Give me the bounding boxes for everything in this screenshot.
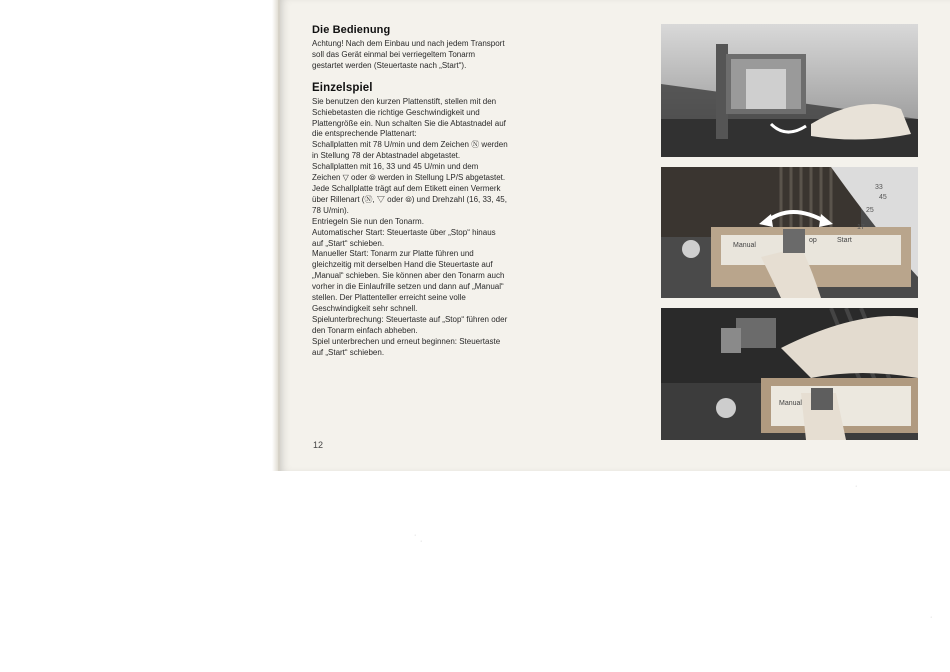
- paragraph-intro: Sie benutzen den kurzen Plattenstift, stellen mit den Schiebetasten die richtige Geschwindigkeit und Plattengröße ein. Nun schalten Sie die Abtastnadel auf die entsprechende Plattenart:: [312, 96, 506, 139]
- paragraph-etikett: Jede Schallplatte trägt auf dem Etikett einen Vermerk über Rillenart (Ⓝ, ▽ oder ⦾) und Drehzahl (16, 33, 45, 78 U/min).: [312, 183, 507, 215]
- label-stop: op: [809, 237, 817, 244]
- photo-tonearm-lock-image: [661, 24, 918, 157]
- paragraph-78rpm: Schallplatten mit 78 U/min und dem Zeichen Ⓝ werden in Stellung 78 der Abtastnadel abgetastet.: [312, 140, 508, 161]
- section-heading-einzelspiel: Einzelspiel: [312, 81, 373, 94]
- photo-control-slider: [661, 167, 918, 298]
- section-heading-bedienung: Die Bedienung: [312, 24, 391, 36]
- dial-label-25: 25: [866, 207, 874, 214]
- paragraph-entriegeln: Entriegeln Sie nun den Tonarm.: [312, 216, 424, 226]
- scan-speck: ·: [855, 483, 858, 490]
- page-number: 12: [313, 440, 324, 450]
- label-start: Start: [837, 237, 852, 244]
- scan-speck: ·: [414, 532, 417, 539]
- paragraph-manual-start: Manueller Start: Tonarm zur Platte führen und gleichzeitig mit derselben Hand die Steuertaste auf „Manual“ schieben. Sie können aber den Tonarm auch vorher in die Einlaufrille setzen und dann auf „Manual“ stellen. Der Plattenteller erreicht seine volle Geschwindigkeit sehr schnell.: [312, 249, 505, 313]
- paragraph-lp: Schallplatten mit 16, 33 und 45 U/min und dem Zeichen ▽ oder ⦾ werden in Stellung LP/S abgetastet.: [312, 162, 506, 183]
- text-column: [312, 24, 508, 358]
- label-manual-photo3: Manual: [779, 400, 802, 407]
- scan-speck: ·: [420, 538, 423, 545]
- paragraph-unterbrechung: Spielunterbrechung: Steuertaste auf „Stop“ führen oder den Tonarm einfach abheben.: [312, 314, 508, 335]
- paragraph-achtung: Achtung! Nach dem Einbau und nach jedem Transport soll das Gerät einmal bei verriegeltem Tonarm gestartet werden (Steuertaste nach „Start“).: [312, 39, 505, 70]
- label-manual: Manual: [733, 242, 756, 249]
- dial-label-45: 45: [879, 194, 887, 201]
- dial-label-17: 17: [857, 224, 865, 231]
- photo-manual-start: [661, 308, 918, 440]
- paragraph-neu-beginnen: Spiel unterbrechen und erneut beginnen: Steuertaste auf „Start“ schieben.: [312, 336, 501, 357]
- dial-label-33: 33: [875, 184, 883, 191]
- photo-control-slider-image: [661, 167, 918, 298]
- scan-speck: ·: [930, 614, 933, 621]
- photo-tonearm-lock: [661, 24, 918, 157]
- photo-manual-start-image: [661, 308, 918, 440]
- paragraph-auto-start: Automatischer Start: Steuertaste über „Stop“ hinaus auf „Start“ schieben.: [312, 227, 496, 248]
